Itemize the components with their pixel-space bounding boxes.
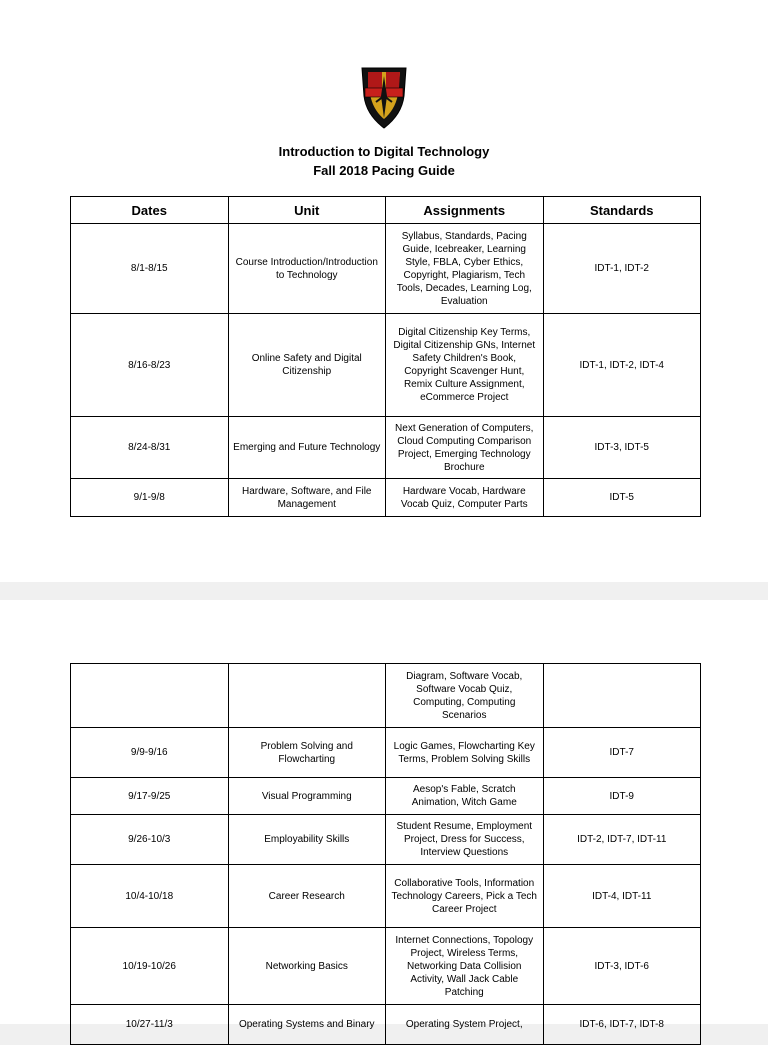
unit-cell: Course Introduction/Introduction to Technology: [228, 224, 386, 314]
pacing-guide-table-continued: [70, 663, 701, 1045]
table-row: [71, 1005, 701, 1045]
assignments-cell: Diagram, Software Vocab, Software Vocab Quiz, Computing, Computing Scenarios: [386, 664, 544, 728]
unit-cell: Online Safety and Digital Citizenship: [228, 314, 386, 417]
dates-cell: 8/16-8/23: [71, 314, 229, 417]
unit-cell: Career Research: [228, 865, 386, 928]
table-row: [71, 224, 701, 314]
document-subtitle: Fall 2018 Pacing Guide: [313, 163, 455, 178]
standards-cell: IDT-4, IDT-11: [543, 865, 701, 928]
dates-cell: 10/4-10/18: [71, 865, 229, 928]
dates-cell: 8/1-8/15: [71, 224, 229, 314]
table-row: [71, 664, 701, 728]
assignments-cell: Internet Connections, Topology Project, Wireless Terms, Networking Data Collision Activity, Wall Jack Cable Patching: [386, 928, 544, 1005]
table-row: [71, 314, 701, 417]
standards-cell: IDT-1, IDT-2: [543, 224, 701, 314]
table-row: [71, 479, 701, 517]
unit-cell: [228, 664, 386, 728]
unit-cell: Employability Skills: [228, 815, 386, 865]
table-header-row: [71, 197, 701, 224]
dates-cell: 9/26-10/3: [71, 815, 229, 865]
assignments-cell: Student Resume, Employment Project, Dress for Success, Interview Questions: [386, 815, 544, 865]
unit-cell: Operating Systems and Binary: [228, 1005, 386, 1045]
dates-cell: [71, 664, 229, 728]
assignments-cell: Operating System Project,: [386, 1005, 544, 1045]
dates-cell: 9/17-9/25: [71, 778, 229, 815]
column-header-dates: Dates: [71, 197, 229, 224]
dates-cell: 9/9-9/16: [71, 728, 229, 778]
standards-cell: IDT-6, IDT-7, IDT-8: [543, 1005, 701, 1045]
assignments-cell: Hardware Vocab, Hardware Vocab Quiz, Computer Parts: [386, 479, 544, 517]
unit-cell: Problem Solving and Flowcharting: [228, 728, 386, 778]
table-row: [71, 728, 701, 778]
standards-cell: IDT-3, IDT-5: [543, 417, 701, 479]
document-title: Introduction to Digital Technology: [278, 144, 490, 159]
standards-cell: [543, 664, 701, 728]
standards-cell: IDT-5: [543, 479, 701, 517]
assignments-cell: Logic Games, Flowcharting Key Terms, Problem Solving Skills: [386, 728, 544, 778]
table-row: [71, 865, 701, 928]
standards-cell: IDT-7: [543, 728, 701, 778]
dates-cell: 10/27-11/3: [71, 1005, 229, 1045]
table-row: [71, 928, 701, 1005]
dates-cell: 8/24-8/31: [71, 417, 229, 479]
unit-cell: Visual Programming: [228, 778, 386, 815]
assignments-cell: Syllabus, Standards, Pacing Guide, Icebreaker, Learning Style, FBLA, Cyber Ethics, Copyright, Plagiarism, Tech Tools, Decades, Learning Log, Evaluation: [386, 224, 544, 314]
table-row: [71, 778, 701, 815]
assignments-cell: Collaborative Tools, Information Technology Careers, Pick a Tech Career Project: [386, 865, 544, 928]
document-page-2: [0, 600, 768, 1030]
assignments-cell: Aesop's Fable, Scratch Animation, Witch Game: [386, 778, 544, 815]
dates-cell: 10/19-10/26: [71, 928, 229, 1005]
standards-cell: IDT-2, IDT-7, IDT-11: [543, 815, 701, 865]
unit-cell: Emerging and Future Technology: [228, 417, 386, 479]
column-header-assignments: Assignments: [386, 197, 544, 224]
assignments-cell: Digital Citizenship Key Terms, Digital Citizenship GNs, Internet Safety Children's Book, Copyright Scavenger Hunt, Remix Culture Assignment, eCommerce Project: [386, 314, 544, 417]
dates-cell: 9/1-9/8: [71, 479, 229, 517]
standards-cell: IDT-3, IDT-6: [543, 928, 701, 1005]
unit-cell: Networking Basics: [228, 928, 386, 1005]
assignments-cell: Next Generation of Computers, Cloud Computing Comparison Project, Emerging Technology Brochure: [386, 417, 544, 479]
school-crest-logo: [358, 66, 410, 130]
unit-cell: Hardware, Software, and File Management: [228, 479, 386, 517]
table-row: [71, 417, 701, 479]
standards-cell: IDT-1, IDT-2, IDT-4: [543, 314, 701, 417]
pacing-guide-table: [70, 196, 701, 517]
column-header-unit: Unit: [228, 197, 386, 224]
column-header-standards: Standards: [543, 197, 701, 224]
table-row: [71, 815, 701, 865]
standards-cell: IDT-9: [543, 778, 701, 815]
